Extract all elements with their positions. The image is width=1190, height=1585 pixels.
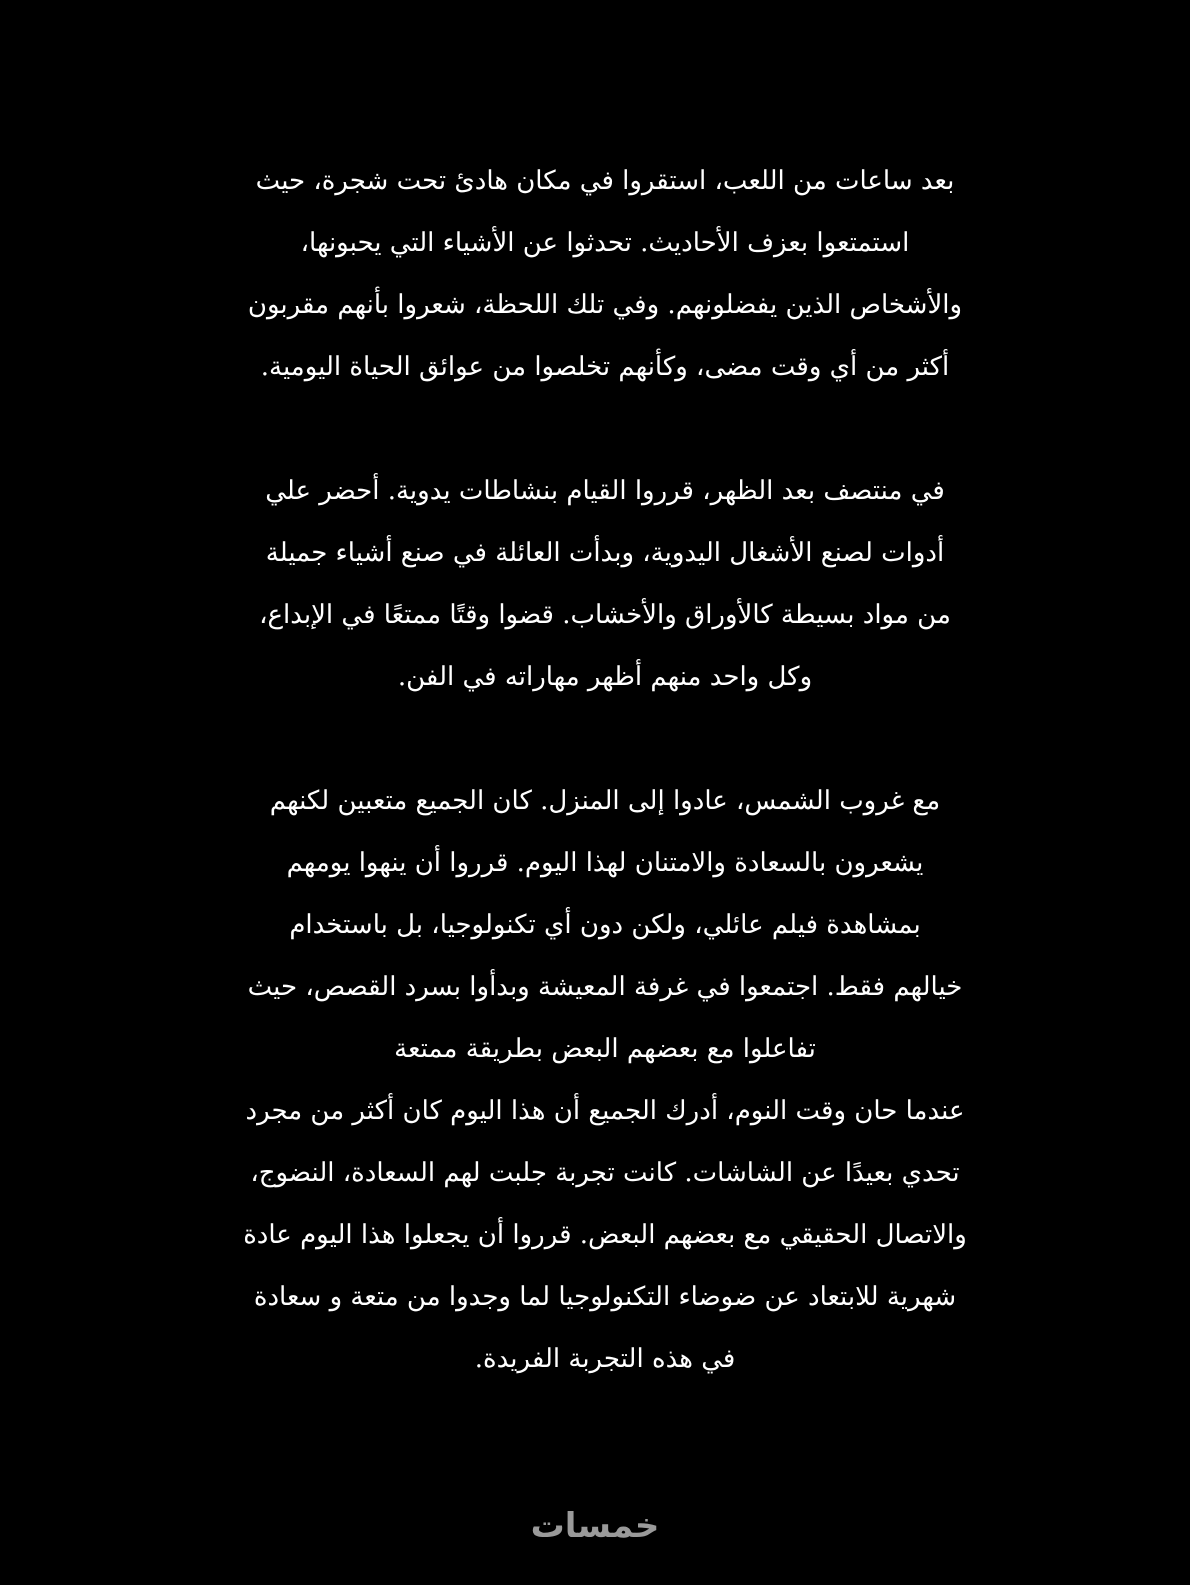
text-line: خيالهم فقط. اجتمعوا في غرفة المعيشة وبدأوا بسرد القصص، حيث: [247, 972, 963, 1002]
paragraph-2: [225, 460, 985, 708]
text-line: استمتعوا بعزف الأحاديث. تحدثوا عن الأشياء التي يحبونها،: [300, 228, 910, 258]
story-text: [225, 150, 985, 1390]
text-line: تحدي بعيدًا عن الشاشات. كانت تجربة جلبت لهم السعادة، النضوج،: [250, 1158, 960, 1188]
text-line: والأشخاص الذين يفضلونهم. وفي تلك اللحظة، شعروا بأنهم مقربون: [247, 290, 963, 320]
text-line: والاتصال الحقيقي مع بعضهم البعض. قرروا أن يجعلوا هذا اليوم عادة: [243, 1220, 967, 1250]
text-line: أدوات لصنع الأشغال اليدوية، وبدأت العائلة في صنع أشياء جميلة: [265, 538, 945, 568]
text-line: في منتصف بعد الظهر، قرروا القيام بنشاطات يدوية. أحضر علي: [265, 476, 945, 506]
text-line: أكثر من أي وقت مضى، وكأنهم تخلصوا من عوائق الحياة اليومية.: [260, 352, 950, 382]
text-line: مع غروب الشمس، عادوا إلى المنزل. كان الجميع متعبين لكنهم: [269, 786, 941, 816]
text-line: في هذه التجربة الفريدة.: [474, 1344, 736, 1374]
text-line: من مواد بسيطة كالأوراق والأخشاب. قضوا وقتًا ممتعًا في الإبداع،: [259, 600, 951, 630]
paragraph-3: [225, 770, 985, 1390]
text-line: شهرية للابتعاد عن ضوضاء التكنولوجيا لما وجدوا من متعة و سعادة: [253, 1282, 957, 1312]
watermark-logo: خمسات: [530, 1506, 660, 1546]
paragraph-spacer: [225, 398, 985, 460]
text-line: بمشاهدة فيلم عائلي، ولكن دون أي تكنولوجيا، بل باستخدام: [289, 910, 921, 940]
paragraph-1: [225, 150, 985, 398]
paragraph-spacer: [225, 708, 985, 770]
text-line: بعد ساعات من اللعب، استقروا في مكان هادئ تحت شجرة، حيث: [255, 166, 955, 196]
text-line: يشعرون بالسعادة والامتنان لهذا اليوم. قرروا أن ينهوا يومهم: [286, 848, 924, 878]
text-line: تفاعلوا مع بعضهم البعض بطريقة ممتعة: [394, 1034, 816, 1064]
text-line: عندما حان وقت النوم، أدرك الجميع أن هذا اليوم كان أكثر من مجرد: [245, 1096, 965, 1126]
text-line: وكل واحد منهم أظهر مهاراته في الفن.: [397, 662, 813, 692]
